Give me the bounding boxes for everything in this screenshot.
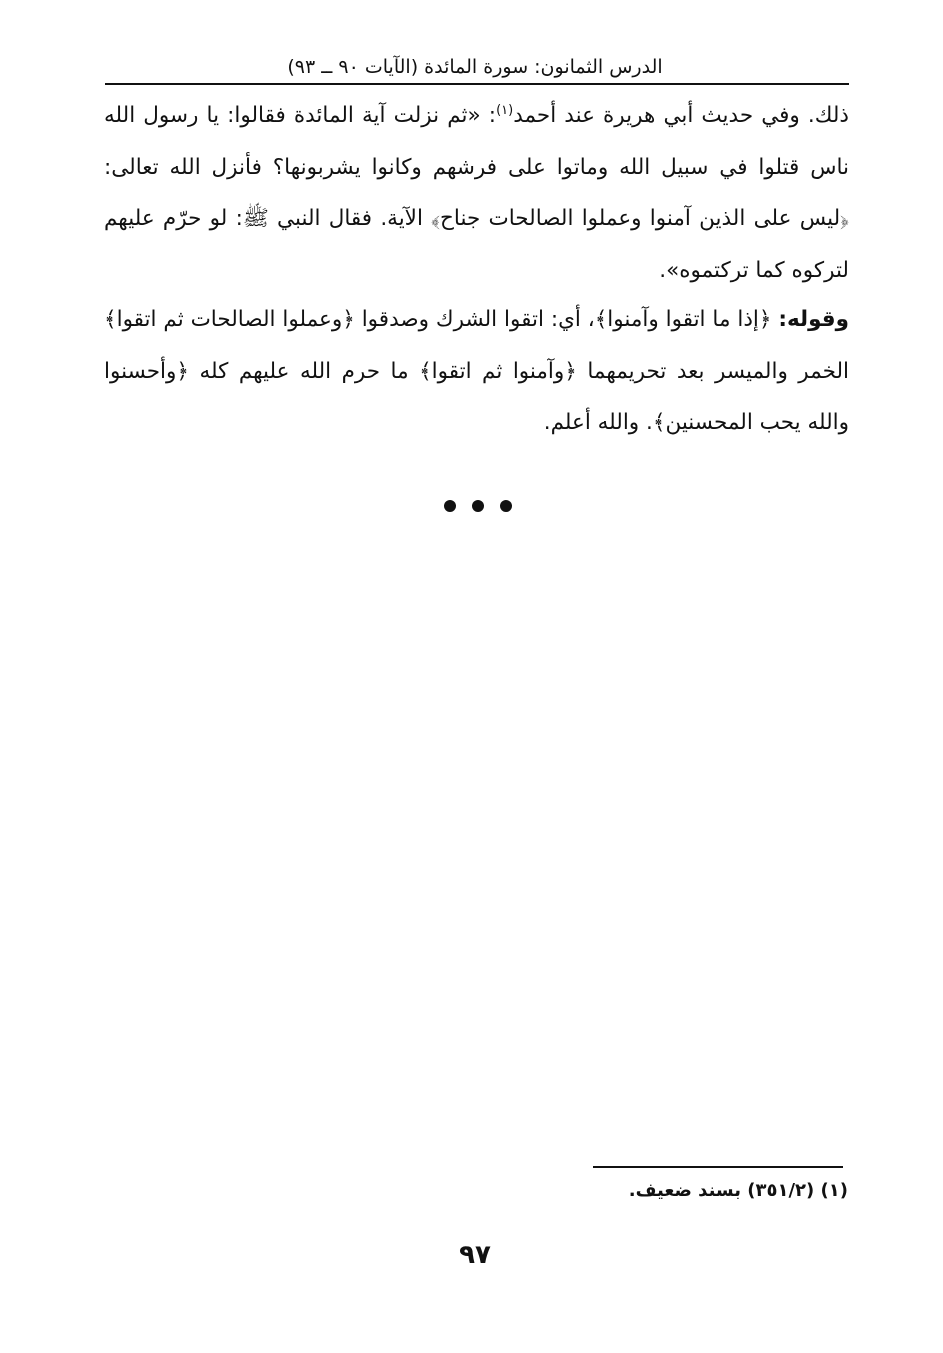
- section-separator: [438, 494, 518, 518]
- separator-dot: [444, 500, 456, 512]
- paragraph-commentary-lead-word: وقوله:: [778, 307, 849, 332]
- paragraph-hadith-text-rest: : «ثم نزلت آية المائدة فقالوا: يا رسول الله ناس قتلوا في سبيل الله وماتوا على فرشهم وكانوا يشربونها؟ فأنزل الله تعالى: ﴿ليس على الذين آمنوا وعملوا الصالحات جناح﴾ الآية. فقال النبي ﷺ: لو حرّم عليهم لتركوه كما تركتموه».: [104, 103, 849, 283]
- paragraph-hadith-text-start: ذلك. وفي حديث أبي هريرة عند أحمد: [513, 103, 849, 128]
- paragraph-hadith: [104, 90, 849, 296]
- separator-dot: [472, 500, 484, 512]
- page-number: ٩٧: [459, 1240, 491, 1270]
- separator-dot: [500, 500, 512, 512]
- running-header: الدرس الثمانون: سورة المائدة (الآيات ٩٠ ــ ٩٣): [287, 56, 663, 78]
- paragraph-commentary-text: ﴿إذا ما اتقوا وآمنوا﴾، أي: اتقوا الشرك وصدقوا ﴿وعملوا الصالحات ثم اتقوا﴾ الخمر والميسر بعد تحريمهما ﴿وآمنوا ثم اتقوا﴾ ما حرم الله عليهم كله ﴿وأحسنوا والله يحب المحسنين﴾. والله أعلم.: [104, 307, 849, 435]
- header-rule: [105, 83, 849, 85]
- footnote: (١) (٣٥١/٢) بسند ضعيف.: [628, 1180, 848, 1201]
- footnote-reference-marker: (١): [496, 102, 514, 118]
- footnote-rule: [593, 1166, 843, 1168]
- paragraph-commentary: [104, 294, 849, 449]
